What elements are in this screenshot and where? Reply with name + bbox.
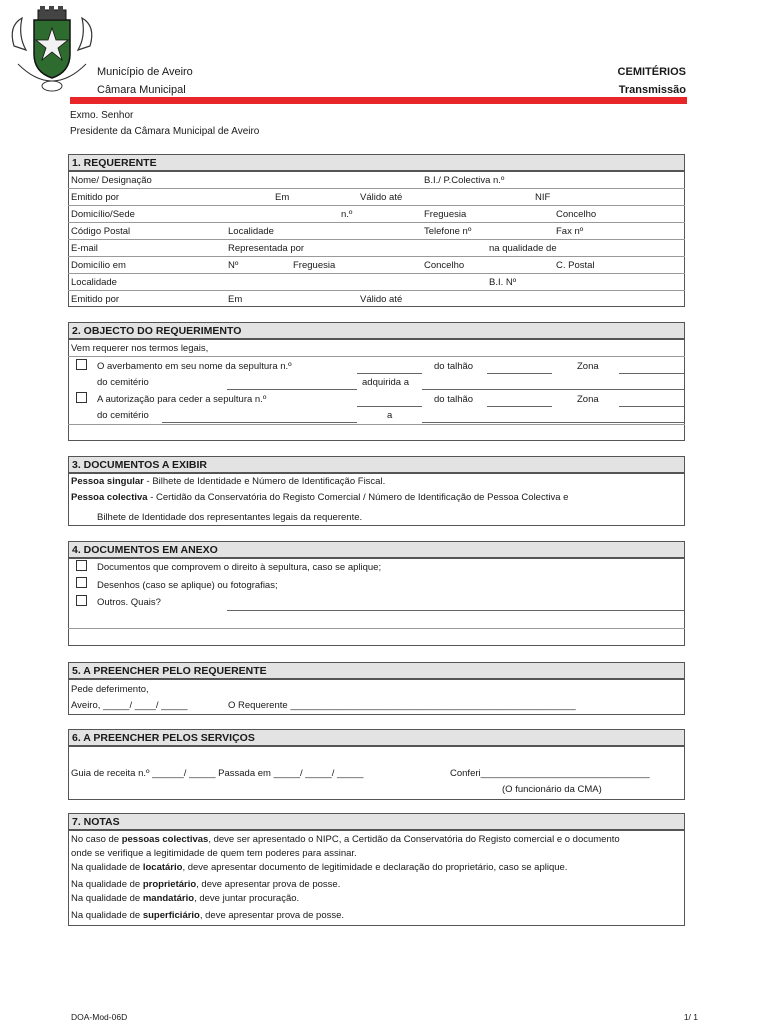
form-subcategory: Transmissão: [618, 84, 686, 96]
pede-deferimento: Pede deferimento,: [71, 684, 149, 695]
label-capacity: na qualidade de: [489, 243, 557, 254]
label-council-2: Concelho: [424, 260, 465, 271]
section-3-title: 3. DOCUMENTOS A EXIBIR: [68, 456, 685, 473]
doc2-label: Desenhos (caso se aplique) ou fotografias;: [97, 580, 278, 591]
zona-label-2: Zona: [577, 394, 599, 405]
label-bi-no: B.I. Nº: [489, 277, 517, 288]
addressee: Presidente da Câmara Municipal de Aveiro: [70, 126, 260, 137]
section-4-title: 4. DOCUMENTOS EM ANEXO: [68, 541, 685, 558]
talhao-label-2: do talhão: [434, 394, 474, 405]
doc-singular: Pessoa singular - Bilhete de Identidade e Número de Identificação Fiscal.: [71, 476, 386, 487]
label-parish-2: Freguesia: [293, 260, 336, 271]
doc1-label: Documentos que comprovem o direito à sepultura, caso se aplique;: [97, 562, 382, 573]
signature-line: O Requerente ______________________________________________________: [228, 700, 576, 711]
label-email: E-mail: [71, 243, 98, 254]
form-category: CEMITÉRIOS: [617, 66, 686, 78]
label-phone: Telefone nº: [424, 226, 472, 237]
receipt-line: Guia de receita n.º ______/ _____ Passada em _____/ _____/ _____: [71, 768, 364, 779]
label-valid-until: Válido até: [360, 192, 403, 203]
note-1-cont: onde se verifique a legitimidade de quem tem poderes para assinar.: [71, 848, 357, 859]
a-label: a: [387, 410, 393, 421]
greeting: Exmo. Senhor: [70, 110, 134, 121]
page-number: 1/ 1: [683, 1012, 698, 1022]
note-1: No caso de pessoas colectivas, deve ser apresentado o NIPC, a Certidão da Conservatória do Registo comercial e o documento: [71, 834, 620, 845]
conferi-line: Conferi________________________________: [450, 768, 650, 779]
section-5-title: 5. A PREENCHER PELO REQUERENTE: [68, 662, 685, 679]
label-fax: Fax nº: [556, 226, 584, 237]
doc-colectiva-2: Bilhete de Identidade dos representantes legais da requerente.: [97, 512, 363, 523]
label-no: Nº: [228, 260, 239, 271]
label-postal-2: C. Postal: [556, 260, 595, 271]
averbamento-checkbox[interactable]: [76, 359, 87, 370]
section-1-title: 1. REQUERENTE: [68, 154, 685, 171]
label-nif: NIF: [535, 192, 551, 203]
doc3-label: Outros. Quais?: [97, 597, 161, 608]
label-issued-by-2: Emitido por: [71, 294, 120, 305]
label-domicile-in: Domicílio em: [71, 260, 126, 271]
municipality-name: Município de Aveiro: [97, 66, 193, 78]
label-number: n.º: [341, 209, 353, 220]
label-represented-by: Representada por: [228, 243, 305, 254]
label-issued-by: Emitido por: [71, 192, 120, 203]
ceder-checkbox[interactable]: [76, 392, 87, 403]
form-code: DOA-Mod-06D: [71, 1012, 128, 1022]
note-2: Na qualidade de locatário, deve apresentar documento de legitimidade e declaração do proprietário, caso se aplique.: [71, 862, 568, 873]
header-red-bar: [70, 97, 687, 104]
averbamento-label: O averbamento em seu nome da sepultura n.º: [97, 361, 292, 372]
section-2-box: [68, 339, 685, 441]
cemiterio-label-1: do cemitério: [97, 377, 149, 388]
label-domicile: Domicílio/Sede: [71, 209, 135, 220]
section-6-title: 6. A PREENCHER PELOS SERVIÇOS: [68, 729, 685, 746]
chamber-name: Câmara Municipal: [97, 84, 186, 96]
label-council: Concelho: [556, 209, 597, 220]
zona-label-1: Zona: [577, 361, 599, 372]
section-2-title: 2. OBJECTO DO REQUERIMENTO: [68, 322, 685, 339]
cemiterio-label-2: do cemitério: [97, 410, 149, 421]
municipal-coat-of-arms: [4, 6, 100, 96]
label-valid-until-2: Válido até: [360, 294, 403, 305]
label-bi: B.I./ P.Colectiva n.º: [424, 175, 505, 186]
doc2-checkbox[interactable]: [76, 577, 87, 588]
label-postal-code: Código Postal: [71, 226, 131, 237]
doc3-checkbox[interactable]: [76, 595, 87, 606]
note-4: Na qualidade de mandatário, deve juntar procuração.: [71, 893, 300, 904]
doc-colectiva: Pessoa colectiva - Certidão da Conservatória do Registo Comercial / Número de Identificação de Pessoa Colectiva e: [71, 492, 569, 503]
section-7-title: 7. NOTAS: [68, 813, 685, 830]
label-in: Em: [275, 192, 290, 203]
talhao-label-1: do talhão: [434, 361, 474, 372]
label-in-2: Em: [228, 294, 243, 305]
note-5: Na qualidade de superficiário, deve apresentar prova de posse.: [71, 910, 345, 921]
adquirida-label: adquirida a: [362, 377, 410, 388]
note-3: Na qualidade de proprietário, deve apresentar prova de posse.: [71, 879, 341, 890]
doc1-checkbox[interactable]: [76, 560, 87, 571]
label-name: Nome/ Designação: [71, 175, 152, 186]
label-locality: Localidade: [228, 226, 274, 237]
section-2-intro: Vem requerer nos termos legais,: [71, 343, 209, 354]
label-locality-2: Localidade: [71, 277, 117, 288]
date-line: Aveiro, _____/ ____/ _____: [71, 700, 188, 711]
ceder-label: A autorização para ceder a sepultura n.º: [97, 394, 267, 405]
label-parish: Freguesia: [424, 209, 467, 220]
official-label: (O funcionário da CMA): [502, 784, 602, 795]
